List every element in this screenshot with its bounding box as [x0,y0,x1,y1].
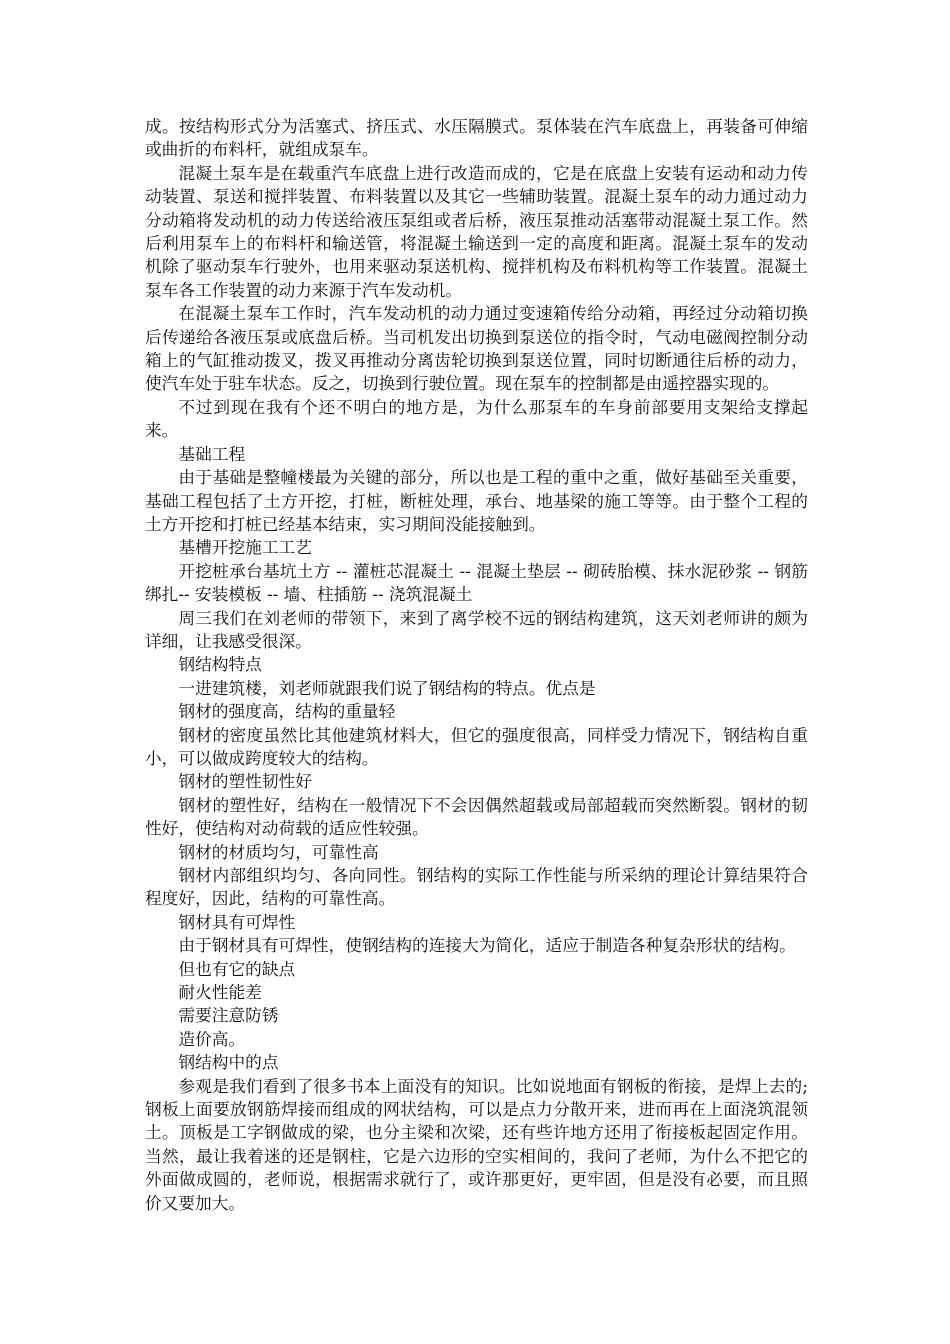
paragraph: 一进建筑楼，刘老师就跟我们说了钢结构的特点。优点是 [178,677,596,698]
paragraph: 在混凝土泵车工作时，汽车发动机的动力通过变速箱传给分动箱，再经过分动箱切换后传递给各液压泵或底盘后桥。当司机发出切换到泵送位的指令时，气动电磁阀控制分动箱上的气缸推动拨叉，拨叉再推动分离齿轮切换到泵送位置，同时切断通往后桥的动力，使汽车处于驻车状态。反之，切换到行驶位置。现在泵车的控制都是由遥控器实现的。 [145,303,808,394]
paragraph: 由于基础是整幢楼最为关键的部分，所以也是工程的重中之重，做好基础至关重要，基础工程包括了土方开挖，打桩，断桩处理，承台、地基梁的施工等等。由于整个工程的土方开挖和打桩已经基本结束，实习期间没能接触到。 [145,467,808,534]
section-heading: 钢结构特点 [178,654,262,675]
subheading: 钢材的塑性韧性好 [178,771,312,792]
subheading: 钢材的材质均匀，可靠性高 [178,841,379,862]
paragraph: 钢材的塑性好，结构在一般情况下不会因偶然超载或局部超载而突然断裂。钢材的韧性好，使结构对动荷载的适应性较强。 [145,794,808,839]
list-item: 需要注意防锈 [178,1005,279,1026]
paragraph: 钢材内部组织均匀、各向同性。钢结构的实际工作性能与所采纳的理论计算结果符合程度好，因此，结构的可靠性高。 [145,865,808,909]
section-heading: 基槽开挖施工工艺 [178,537,312,558]
paragraph: 参观是我们看到了很多书本上面没有的知识。比如说地面有钢板的衔接，是焊上去的;钢板上面要放钢筋焊接而组成的网状结构，可以是点力分散开来，进而再在上面浇筑混领土。顶板是工字钢做成的梁，也分主梁和次梁，还有些许地方还用了衔接板起固定作用。当然，最让我着迷的还是钢柱，它是六边形的空实相间的，我问了老师，为什么不把它的外面做成圆的，老师说，根据需求就行了，或许那更好，更牢固，但是没有必要，而且照价又要加大。 [145,1075,808,1213]
subheading: 钢材具有可焊性 [178,911,296,932]
paragraph: 开挖桩承台基坑土方 -- 灌桩芯混凝土 -- 混凝土垫层 -- 砌砖胎模、抹水泥砂浆 -- 钢筋绑扎-- 安装模板 -- 墙、柱插筋 -- 浇筑混凝土 [145,560,808,605]
subheading: 钢材的强度高，结构的重量轻 [178,701,396,722]
subheading: 但也有它的缺点 [178,958,296,979]
document-page [145,115,808,1215]
paragraph: 钢材的密度虽然比其他建筑材料大，但它的强度很高，同样受力情况下，钢结构自重小，可以做成跨度较大的结构。 [145,724,808,768]
paragraph: 混凝土泵车是在载重汽车底盘上进行改造而成的，它是在底盘上安装有运动和动力传动装置、泵送和搅拌装置、布料装置以及其它一些辅助装置。混凝土泵车的动力通过动力分动箱将发动机的动力传送给液压泵组或者后桥，液压泵推动活塞带动混凝土泵工作。然后利用泵车上的布料杆和输送管，将混凝土输送到一定的高度和距离。混凝土泵车的发动机除了驱动泵车行驶外，也用来驱动泵送机构、搅拌机构及布料机构等工作装置。混凝土泵车各工作装置的动力来源于汽车发动机。 [145,162,808,300]
section-heading: 基础工程 [178,443,246,464]
paragraph: 成。按结构形式分为活塞式、挤压式、水压隔膜式。泵体装在汽车底盘上，再装备可伸缩或曲折的布料杆，就组成泵车。 [145,116,808,160]
list-item: 造价高。 [178,1028,246,1049]
paragraph: 周三我们在刘老师的带领下，来到了离学校不远的钢结构建筑，这天刘老师讲的颇为详细，让我感受很深。 [145,607,808,651]
paragraph: 不过到现在我有个还不明白的地方是，为什么那泵车的车身前部要用支架给支撑起来。 [145,396,808,441]
list-item: 耐火性能差 [178,982,262,1003]
paragraph: 由于钢材具有可焊性，使钢结构的连接大为简化，适应于制造各种复杂形状的结构。 [178,935,796,956]
section-heading: 钢结构中的点 [178,1052,279,1073]
